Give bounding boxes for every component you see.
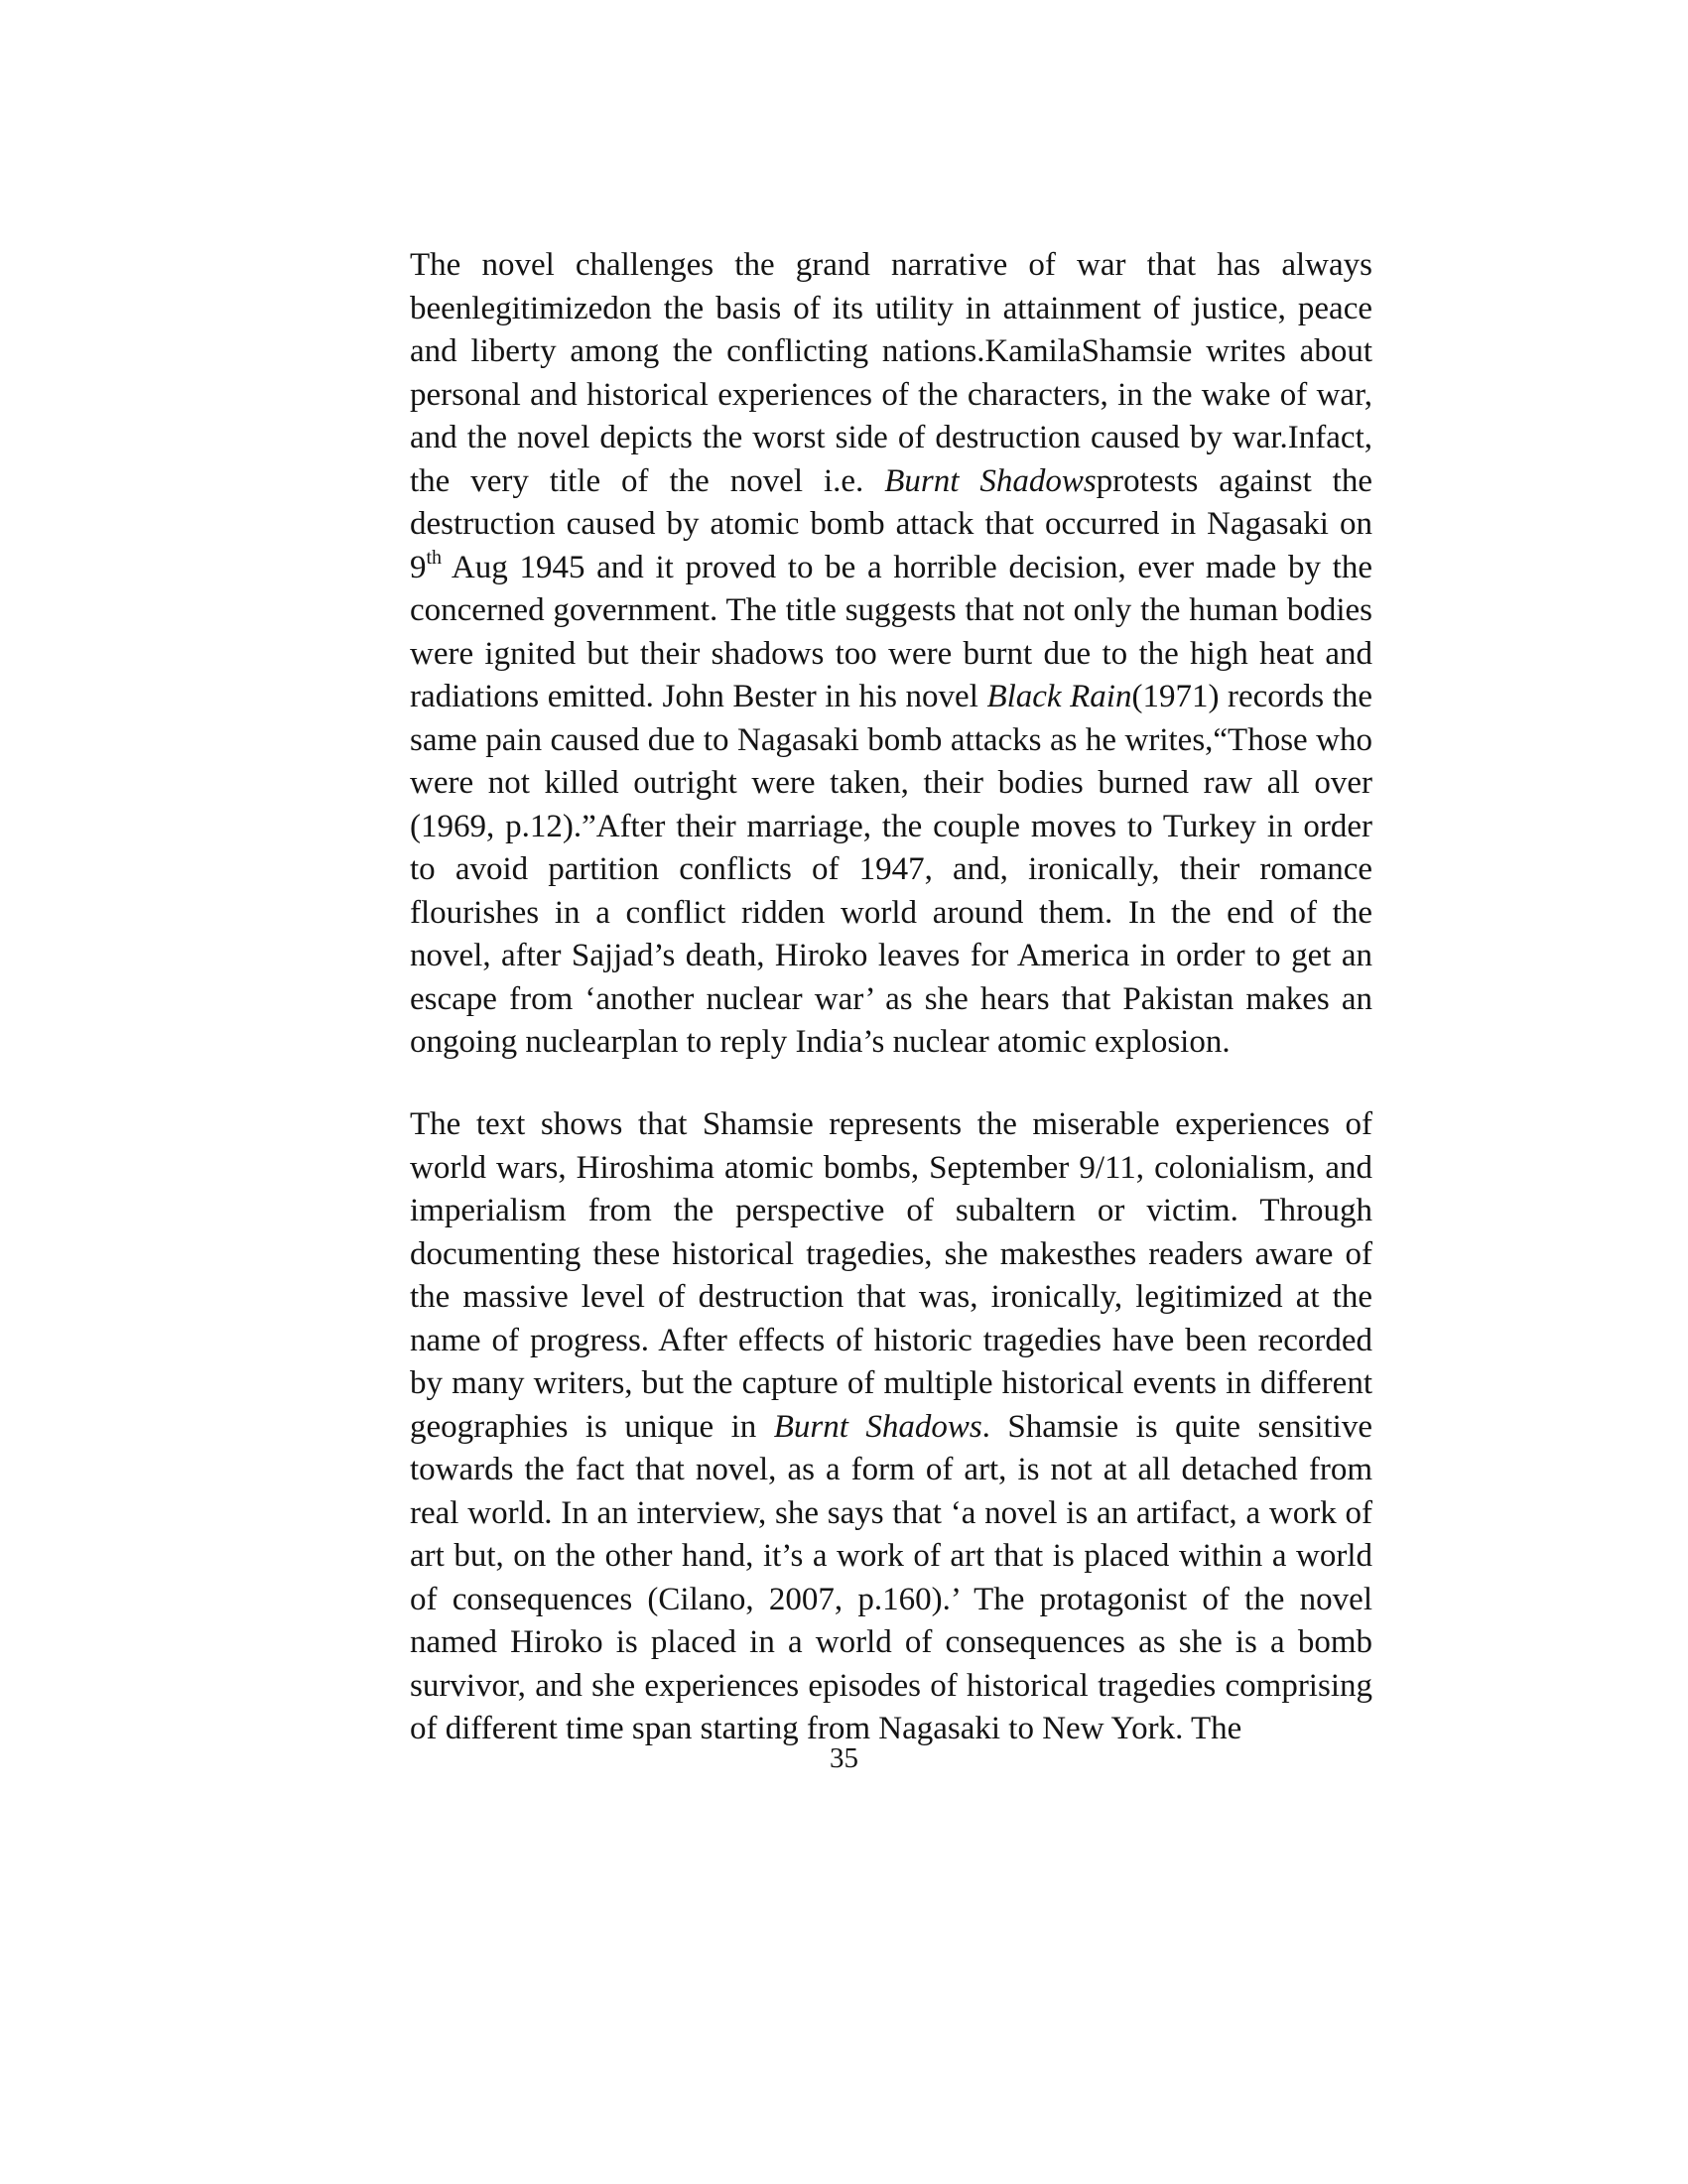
ordinal-superscript: th: [426, 546, 443, 569]
book-title-burnt-shadows: Burnt Shadows: [884, 462, 1097, 499]
paragraph-1-text-c: Aug 1945 and it proved to be a horrible decision, ever made by the concerned government. The title suggests that not only the human bodies were ignited but their shadows too were burnt due to the high heat and radiations emitted. John Bester in his novel: [410, 549, 1372, 714]
book-title-black-rain: Black Rain: [986, 679, 1132, 714]
paragraph-1: [410, 244, 1372, 1065]
paragraph-1-text-d: (1971) records the same pain caused due to Nagasaki bomb attacks as he writes,“Those who were not killed outright were taken, their bodies burned raw all over (1969, p.12).”After their marriage, the couple moves to Turkey in order to avoid partition conflicts of 1947, and, ironically, their romance flourishes in a conflict ridden world around them. In the end of the novel, after Sajjad’s death, Hiroko leaves for America in order to get an escape from ‘another nuclear war’ as she hears that Pakistan makes an ongoing nuclearplan to reply India’s nuclear atomic explosion.: [410, 679, 1372, 1060]
paragraph-2-text-a: The text shows that Shamsie represents the miserable experiences of world wars, Hiroshima atomic bombs, September 9/11, colonialism, and imperialism from the perspective of subaltern or victim. Through documenting these historical tragedies, she makesthes readers aware of the massive level of destruction that was, ironically, legitimized at the name of progress. After effects of historic tragedies have been recorded by many writers, but the capture of multiple historical events in different geographies is unique in: [410, 1106, 1372, 1445]
paragraph-1-text-b: protests against the destruction caused by atomic bomb attack that occurred in Nagasaki on 9: [410, 462, 1372, 585]
paragraph-2-text-b: . Shamsie is quite sensitive towards the fact that novel, as a form of art, is not at all detached from real world. In an interview, she says that ‘a novel is an artifact, a work of art but, on the other hand, it’s a work of art that is placed within a world of consequences (Cilano, 2007, p.160).’ The protagonist of the novel named Hiroko is placed in a world of consequences as she is a bomb survivor, and she experiences episodes of historical tragedies comprising of different time span starting from Nagasaki to New York. The: [410, 1408, 1372, 1746]
book-title-burnt-shadows: Burnt Shadows: [773, 1408, 982, 1445]
paragraph-2: [410, 1103, 1372, 1751]
paragraph-1-text-a: The novel challenges the grand narrative of war that has always beenlegitimizedon the basis of its utility in attainment of justice, peace and liberty among the conflicting nations.KamilaShamsie writes about personal and historical experiences of the characters, in the wake of war, and the novel depicts the worst side of destruction caused by war.Infact, the very title of the novel i.e.: [410, 247, 1372, 499]
page-number: 35: [830, 1742, 858, 1774]
